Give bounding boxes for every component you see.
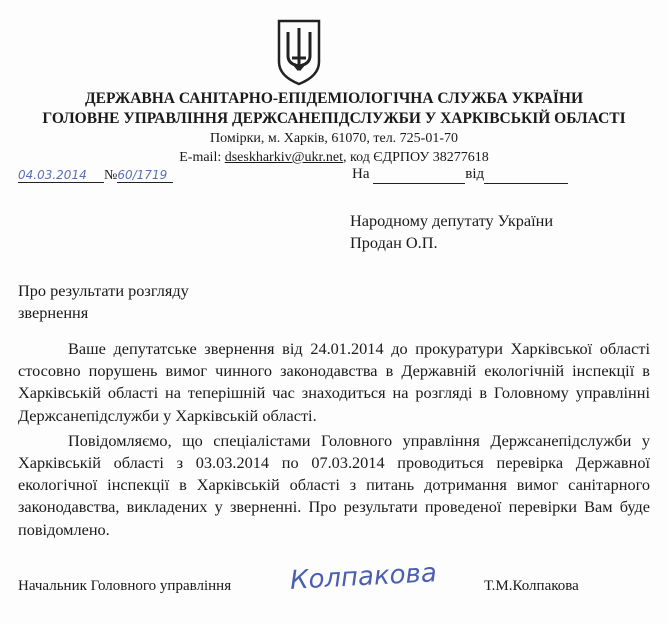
body-paragraph-1: Ваше депутатське звернення від 24.01.2014 до прокуратури Харківської області стосовно порушень вимог чинного законодавства в Державній екологічній інспекції в Харківській області на теперішній час знаходиться на розгляді в Головному управлінні Держсанепідслужби у Харківській області.	[18, 339, 650, 425]
edrpou-code: , код ЄДРПОУ 38277618	[343, 150, 489, 165]
reference-line	[18, 168, 173, 184]
body-paragraph-2: Повідомляємо, що спеціалістами Головного управління Держсанепідслужби у Харківській області з 03.03.2014 по 07.03.2014 проводиться перевірка Державної екологічної інспекції в Харківській області з питань дотримання вимог санітарного законодавства, викладених у зверненні. Про результати проведеної перевірки Вам буде повідомлено.	[18, 430, 650, 539]
signature-position: Начальник Головного управління	[18, 578, 232, 594]
org-name-line2: ГОЛОВНЕ УПРАВЛІННЯ ДЕРЖСАНЕПІДСЛУЖБИ У ХАРКІВСЬКІЙ ОБЛАСТІ	[42, 110, 626, 127]
number-label: №	[104, 168, 118, 183]
subject-line1: Про результати розгляду	[18, 281, 189, 300]
addressee	[350, 210, 553, 254]
vid-label: від	[465, 166, 485, 182]
org-name-line1: ДЕРЖАВНА САНІТАРНО-ЕПІДЕМІОЛОГІЧНА СЛУЖБА УКРАЇНИ	[84, 90, 584, 107]
org-address: Помірки, м. Харків, 61070, тел. 725-01-70	[209, 131, 458, 146]
incoming-reference	[352, 166, 568, 184]
outgoing-date: 04.03.2014	[18, 168, 104, 183]
na-label: На	[352, 166, 370, 182]
email-label: E-mail:	[179, 150, 222, 165]
incoming-number-blank	[373, 166, 465, 184]
subject-line2: звернення	[18, 303, 89, 322]
email-link[interactable]: dseskharkiv@ukr.net	[224, 150, 343, 165]
subject	[18, 280, 189, 324]
addressee-title: Народному депутату України	[350, 211, 554, 230]
coat-of-arms-trident-icon	[276, 18, 322, 86]
outgoing-number: 60/1719	[117, 168, 173, 183]
handwritten-signature: Колпакова	[289, 558, 438, 596]
addressee-name: Продан О.П.	[350, 233, 438, 252]
incoming-date-blank	[484, 166, 568, 184]
signatory-name: Т.М.Колпакова	[484, 578, 579, 594]
letter-body	[18, 338, 650, 541]
org-contacts	[0, 150, 668, 166]
